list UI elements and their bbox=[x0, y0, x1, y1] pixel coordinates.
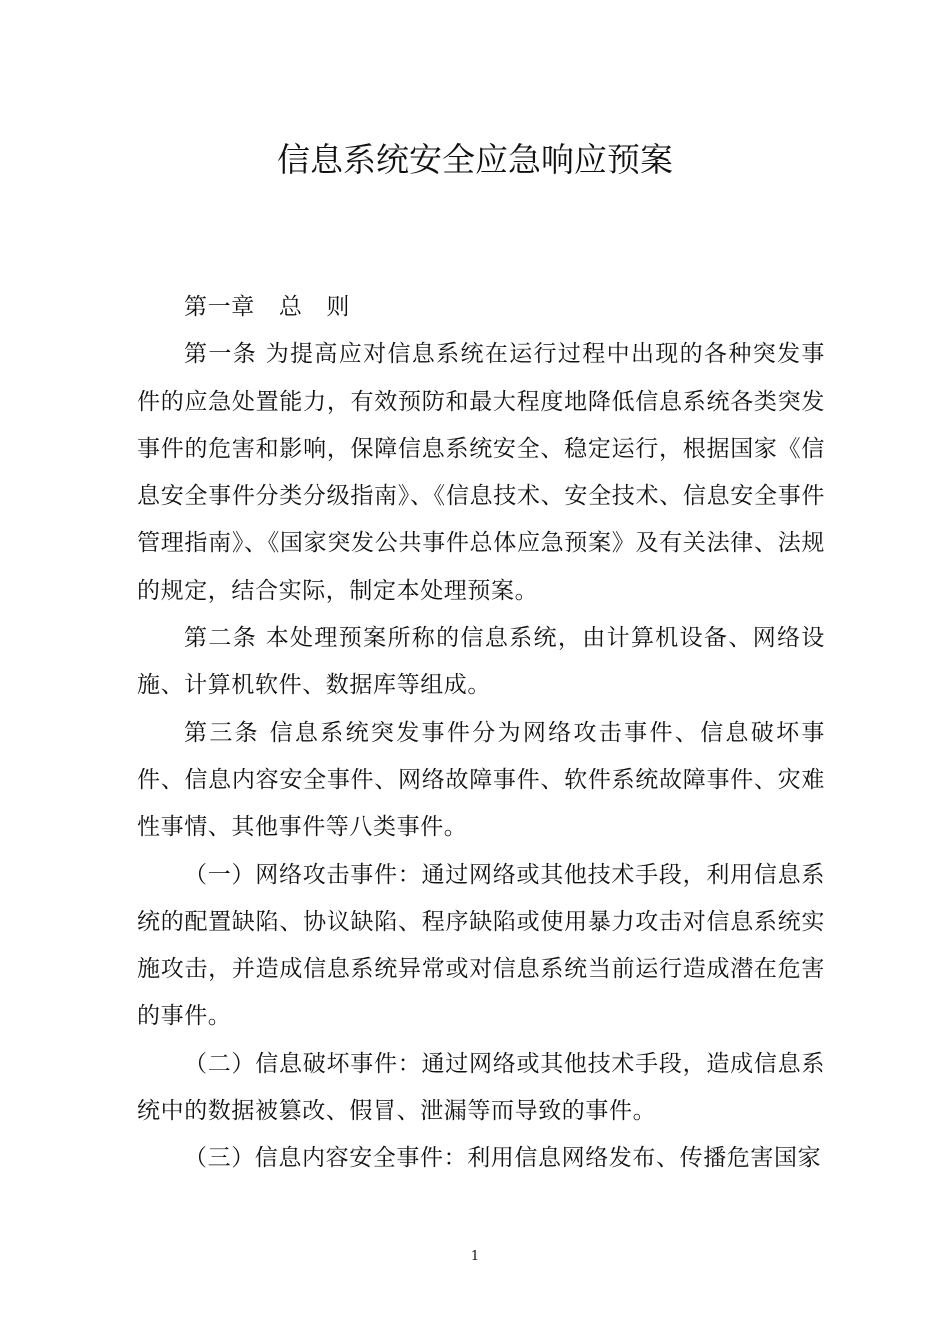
chapter-number: 第一章 bbox=[184, 294, 255, 320]
paragraph-item-3: （三）信息内容安全事件：利用信息网络发布、传播危害国家 bbox=[184, 1145, 822, 1172]
paragraph-article-1: 第一条 为提高应对信息系统在运行过程中出现的各种突发事件的应急处置能力，有效预防和最大程度地降低信息系统各类突发事件的危害和影响，保障信息系统安全、稳定运行，根据国家《信息安全事件分类分级指南》、《信息技术、安全技术、信息安全事件管理指南》、《国家突发公共事件总体应急预案》及有关法律、法规的规定，结合实际，制定本处理预案。 bbox=[137, 341, 825, 604]
document-body bbox=[137, 284, 825, 1183]
paragraph-item-1: （一）网络攻击事件：通过网络或其他技术手段，利用信息系统的配置缺陷、协议缺陷、程序缺陷或使用暴力攻击对信息系统实施攻击，并造成信息系统异常或对信息系统当前运行造成潜在危害的事件。 bbox=[137, 861, 825, 1030]
chapter-name-2: 则 bbox=[326, 294, 351, 320]
document-title: 信息系统安全应急响应预案 bbox=[277, 140, 673, 179]
page-number: 1 bbox=[470, 1249, 480, 1264]
paragraph-item-2: （二）信息破坏事件：通过网络或其他技术手段，造成信息系统中的数据被篡改、假冒、泄漏等而导致的事件。 bbox=[137, 1050, 825, 1125]
chapter-heading bbox=[137, 284, 825, 331]
paragraph-article-3: 第三条 信息系统突发事件分为网络攻击事件、信息破坏事件、信息内容安全事件、网络故障事件、软件系统故障事件、灾难性事情、其他事件等八类事件。 bbox=[137, 719, 825, 841]
chapter-name: 总 bbox=[278, 294, 303, 320]
paragraph-article-2: 第二条 本处理预案所称的信息系统，由计算机设备、网络设施、计算机软件、数据库等组成。 bbox=[137, 625, 825, 699]
